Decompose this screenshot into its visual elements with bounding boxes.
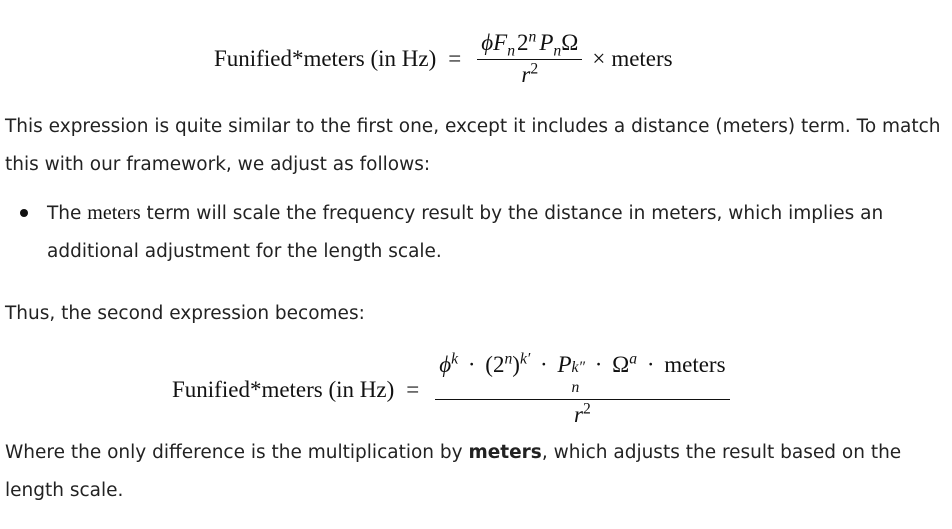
exponent-2: 2 [530, 60, 539, 78]
k-prime-exponent: k′ [519, 350, 531, 368]
eq1-times: × [592, 46, 606, 71]
phi-symbol: ϕ [481, 30, 494, 55]
eq2-equals: = [406, 376, 420, 402]
bullet-text-post: term will scale the frequency result by the distance in meters, which implies an additional adjustment for the length scale. [47, 203, 884, 262]
eq2-meters: meters [664, 352, 726, 377]
n-exponent: n [528, 28, 537, 46]
n-subscript: n [507, 42, 516, 60]
equation-1 [214, 30, 673, 88]
n-subscript: n [553, 42, 562, 60]
eq1-lhs: Funified*meters (in Hz) [214, 46, 437, 71]
eq1-fraction [477, 30, 582, 88]
dot-operator: · [594, 352, 603, 377]
paragraph-2: Thus, the second expression becomes: [5, 303, 365, 324]
F-symbol: F [493, 30, 508, 55]
eq2-denominator [574, 400, 591, 428]
P-symbol: P [557, 352, 572, 377]
dot-operator: · [467, 352, 476, 377]
eq1-meters: meters [611, 46, 673, 71]
phi-symbol: ϕ [439, 352, 452, 377]
two: 2 [492, 352, 505, 377]
eq1-denominator [521, 60, 538, 88]
eq1-equals: = [448, 46, 462, 71]
r-symbol: r [574, 401, 583, 427]
para3-text-pre: Where the only difference is the multiplication by [5, 442, 469, 463]
bullet-text-pre: The [47, 203, 88, 224]
eq2-lhs: Funified*meters (in Hz) [172, 376, 395, 402]
dot-operator: · [540, 352, 548, 377]
k-exponent: k [451, 350, 459, 368]
left-paren: ( [485, 352, 493, 377]
paragraph-1: This expression is quite similar to the first one, except it includes a distance (meters) term. To match this with our framework, we adjust as follows: [5, 116, 941, 175]
para3-bold-meters: meters [468, 442, 542, 463]
eq1-numerator [477, 30, 582, 60]
omega-symbol: Ω [612, 352, 630, 377]
dot-operator: · [646, 352, 655, 377]
k-double-prime-exponent: k″ [571, 359, 585, 376]
bullet-math-meters: meters [87, 202, 141, 224]
two: 2 [517, 30, 529, 55]
omega-symbol: Ω [561, 30, 579, 55]
r-symbol: r [521, 62, 531, 87]
paragraph-3 [5, 434, 945, 510]
P-symbol: P [539, 30, 554, 55]
eq2-fraction [435, 352, 729, 428]
exponent-2: 2 [582, 400, 591, 418]
bullet-item [47, 194, 937, 271]
bullet-dot [20, 209, 28, 217]
P-scripts [571, 359, 585, 397]
n-subscript: n [571, 379, 580, 397]
a-exponent: a [629, 350, 638, 368]
right-paren: ) [512, 352, 520, 377]
eq2-numerator [435, 352, 729, 400]
para3-text-post: , which adjusts the result based on the length scale. [5, 442, 902, 501]
n-exponent: n [504, 350, 513, 368]
equation-2 [172, 352, 738, 428]
